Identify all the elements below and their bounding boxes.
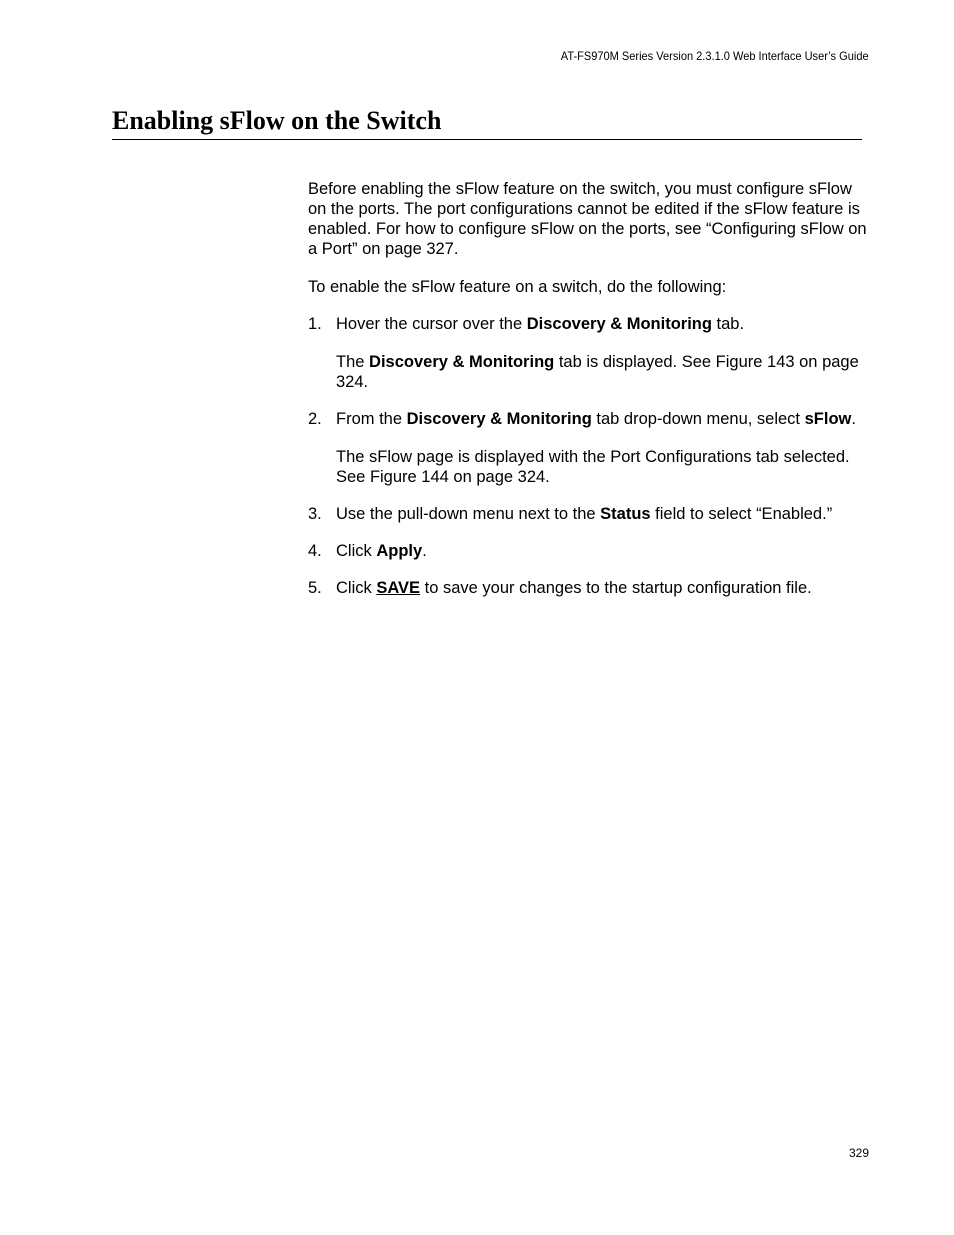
step-instruction: Hover the cursor over the Discovery & Monitoring tab. bbox=[336, 315, 745, 333]
lead-paragraph: To enable the sFlow feature on a switch, do the following: bbox=[308, 278, 727, 296]
procedure-steps bbox=[308, 314, 874, 598]
step-1 bbox=[308, 314, 874, 392]
step-instruction: From the Discovery & Monitoring tab drop-down menu, select sFlow. bbox=[336, 410, 856, 428]
step-number: 2. bbox=[308, 410, 322, 428]
step-3 bbox=[308, 504, 874, 524]
step-number: 4. bbox=[308, 542, 322, 560]
page-number: 329 bbox=[848, 1146, 869, 1160]
section-title: Enabling sFlow on the Switch bbox=[112, 106, 442, 135]
step-number: 5. bbox=[308, 579, 322, 597]
step-4 bbox=[308, 541, 874, 561]
step-instruction: Use the pull-down menu next to the Status field to select “Enabled.” bbox=[336, 505, 833, 523]
title-rule bbox=[112, 139, 862, 140]
running-header: AT-FS970M Series Version 2.3.1.0 Web Interface User’s Guide bbox=[561, 49, 869, 63]
step-instruction: Click Apply. bbox=[336, 542, 427, 560]
step-result: The sFlow page is displayed with the Port Configurations tab selected. See Figure 144 on page 324. bbox=[336, 448, 850, 486]
step-number: 1. bbox=[308, 315, 322, 333]
step-instruction: Click SAVE to save your changes to the startup configuration file. bbox=[336, 579, 812, 597]
step-number: 3. bbox=[308, 505, 322, 523]
step-result: The Discovery & Monitoring tab is displayed. See Figure 143 on page 324. bbox=[336, 353, 859, 391]
body-text bbox=[308, 179, 874, 615]
intro-paragraph: Before enabling the sFlow feature on the switch, you must configure sFlow on the ports. The port configurations cannot be edited if the sFlow feature is enabled. For how to configure sFlow on the ports, see “Configuring sFlow on a Port” on page 327. bbox=[308, 180, 867, 258]
step-2 bbox=[308, 409, 874, 487]
step-5 bbox=[308, 578, 874, 598]
save-link[interactable]: SAVE bbox=[376, 579, 421, 597]
